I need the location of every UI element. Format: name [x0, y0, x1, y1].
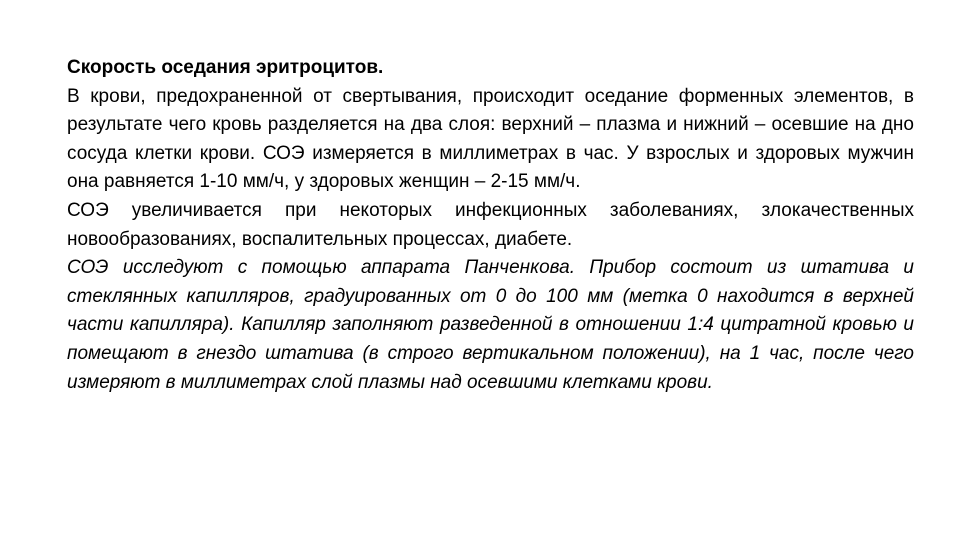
paragraph-esr-definition: В крови, предохраненной от свертывания, происходит оседание форменных элементов, в результате чего кровь разделяется на два слоя: верхний – плазма и нижний – осевшие на дно сосуда клетки крови. СОЭ измеряется в миллиметрах в час. У взрослых и здоровых мужчин она равняется 1-10 мм/ч, у здоровых женщин – 2-15 мм/ч. [67, 85, 914, 193]
paragraph-panchenkov-method: СОЭ исследуют с помощью аппарата Панченкова. Прибор состоит из штатива и стеклянных капилляров, градуированных от 0 до 100 мм (метка 0 находится в верхней части капилляра). Капилляр заполняют разведенной в отношении 1:4 цитратной кровью и помещают в гнездо штатива (в строго вертикальном положении), на 1 час, после чего измеряют в миллиметрах слой плазмы над осевшими клетками крови. [67, 257, 914, 393]
slide-body [67, 54, 914, 397]
paragraph-esr-increase: СОЭ увеличивается при некоторых инфекционных заболеваниях, злокачественных новообразованиях, воспалительных процессах, диабете. [67, 199, 914, 250]
slide-title: Скорость оседания эритроцитов. [67, 57, 384, 78]
